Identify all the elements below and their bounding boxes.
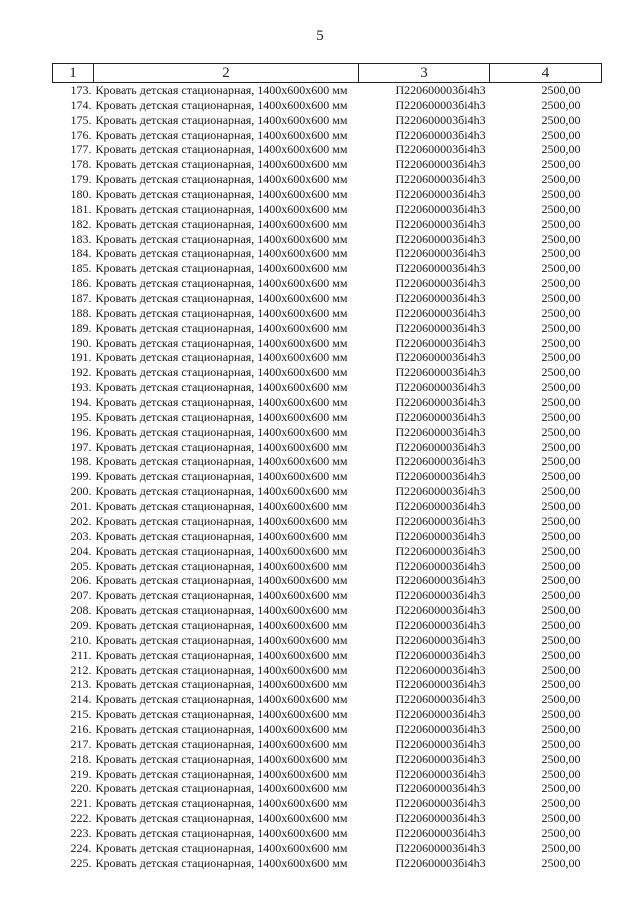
inventory-code: П220600003бi4h3 [395,335,486,350]
item-price: 2500,00 [541,707,581,722]
item-name: Кровать детская стационарная, 1400x600x600 мм [95,201,348,216]
inventory-code: П220600003бi4h3 [395,573,486,588]
item-name: Кровать детская стационарная, 1400x600x600 мм [95,305,348,320]
header-row [53,64,602,83]
row-number: 215. [70,707,92,722]
row-number: 185. [70,261,92,276]
row-number: 180. [70,187,92,202]
inventory-code: П220600003бi4h3 [395,617,486,632]
row-number: 183. [70,231,92,246]
table-row [53,83,602,98]
row-number: 212. [70,662,92,677]
table-row [53,128,602,143]
row-number: 205. [70,558,92,573]
inventory-code: П220600003бi4h3 [395,380,486,395]
table-row [53,454,602,469]
item-price: 2500,00 [541,439,581,454]
item-price: 2500,00 [541,840,581,855]
table-row [53,707,602,722]
inventory-code: П220600003бi4h3 [395,395,486,410]
inventory-code: П220600003бi4h3 [395,677,486,692]
table-row [53,202,602,217]
item-price: 2500,00 [541,305,581,320]
item-name: Кровать детская стационарная, 1400x600x600 мм [95,335,348,350]
item-price: 2500,00 [541,424,581,439]
inventory-code: П220600003бi4h3 [395,172,486,187]
row-number: 208. [70,603,92,618]
item-name: Кровать детская стационарная, 1400x600x600 мм [95,395,348,410]
inventory-code: П220600003бi4h3 [395,528,486,543]
table-row [53,529,602,544]
table-row [53,618,602,633]
item-price: 2500,00 [541,172,581,187]
inventory-code: П220600003бi4h3 [395,83,486,97]
row-number: 179. [70,172,92,187]
item-name: Кровать детская стационарная, 1400x600x600 мм [95,721,348,736]
row-number: 203. [70,528,92,543]
item-name: Кровать детская стационарная, 1400x600x600 мм [95,692,348,707]
item-price: 2500,00 [541,157,581,172]
inventory-code: П220600003бi4h3 [395,662,486,677]
inventory-code: П220600003бi4h3 [395,350,486,365]
table-body [53,83,602,871]
row-number: 181. [70,201,92,216]
inventory-code: П220600003бi4h3 [395,454,486,469]
column-header-3: 3 [359,64,490,83]
inventory-code: П220600003бi4h3 [395,157,486,172]
item-name: Кровать детская стационарная, 1400x600x600 мм [95,469,348,484]
item-price: 2500,00 [541,855,581,870]
table-row [53,559,602,574]
table-row [53,380,602,395]
row-number: 199. [70,469,92,484]
row-number: 182. [70,216,92,231]
table-row [53,98,602,113]
row-number: 196. [70,424,92,439]
item-price: 2500,00 [541,543,581,558]
table-row [53,781,602,796]
inventory-code: П220600003бi4h3 [395,513,486,528]
item-name: Кровать детская стационарная, 1400x600x600 мм [95,632,348,647]
item-name: Кровать детская стационарная, 1400x600x600 мм [95,112,348,127]
item-name: Кровать детская стационарная, 1400x600x600 мм [95,543,348,558]
table-row [53,648,602,663]
item-name: Кровать детская стационарная, 1400x600x600 мм [95,231,348,246]
row-number: 189. [70,320,92,335]
item-price: 2500,00 [541,825,581,840]
inventory-code: П220600003бi4h3 [395,796,486,811]
table-row [53,573,602,588]
row-number: 221. [70,796,92,811]
table-row [53,514,602,529]
item-name: Кровать детская стационарная, 1400x600x600 мм [95,261,348,276]
inventory-code: П220600003бi4h3 [395,766,486,781]
inventory-code: П220600003бi4h3 [395,825,486,840]
inventory-code: П220600003бi4h3 [395,142,486,157]
inventory-code: П220600003бi4h3 [395,721,486,736]
row-number: 191. [70,350,92,365]
table-row [53,113,602,128]
inventory-code: П220600003бi4h3 [395,499,486,514]
item-name: Кровать детская стационарная, 1400x600x600 мм [95,766,348,781]
item-price: 2500,00 [541,97,581,112]
item-price: 2500,00 [541,736,581,751]
item-name: Кровать детская стационарная, 1400x600x600 мм [95,528,348,543]
table-row [53,856,602,871]
inventory-code: П220600003бi4h3 [395,543,486,558]
table-row [53,365,602,380]
inventory-code: П220600003бi4h3 [395,112,486,127]
table-row [53,172,602,187]
item-name: Кровать детская стационарная, 1400x600x600 мм [95,617,348,632]
item-price: 2500,00 [541,751,581,766]
item-name: Кровать детская стационарная, 1400x600x600 мм [95,454,348,469]
item-price: 2500,00 [541,276,581,291]
table-row [53,811,602,826]
item-price: 2500,00 [541,83,581,97]
item-name: Кровать детская стационарная, 1400x600x600 мм [95,707,348,722]
item-name: Кровать детская стационарная, 1400x600x600 мм [95,97,348,112]
row-number: 201. [70,499,92,514]
inventory-code: П220600003бi4h3 [395,127,486,142]
column-header-2: 2 [94,64,359,83]
item-price: 2500,00 [541,395,581,410]
item-name: Кровать детская стационарная, 1400x600x600 мм [95,751,348,766]
row-number: 193. [70,380,92,395]
inventory-code: П220600003бi4h3 [395,320,486,335]
inventory-code: П220600003бi4h3 [395,439,486,454]
item-price: 2500,00 [541,380,581,395]
item-price: 2500,00 [541,499,581,514]
row-number: 222. [70,811,92,826]
item-price: 2500,00 [541,365,581,380]
row-number: 219. [70,766,92,781]
inventory-code: П220600003бi4h3 [395,707,486,722]
row-number: 187. [70,291,92,306]
table-row [53,336,602,351]
row-number: 194. [70,395,92,410]
inventory-code: П220600003бi4h3 [395,276,486,291]
inventory-code: П220600003бi4h3 [395,855,486,870]
row-number: 207. [70,588,92,603]
inventory-code: П220600003бi4h3 [395,97,486,112]
item-price: 2500,00 [541,781,581,796]
table-row [53,276,602,291]
table-row [53,395,602,410]
inventory-code: П220600003бi4h3 [395,469,486,484]
inventory-code: П220600003бi4h3 [395,365,486,380]
table-row [53,796,602,811]
table-row [53,232,602,247]
item-price: 2500,00 [541,632,581,647]
table-row [53,677,602,692]
row-number: 225. [70,855,92,870]
item-price: 2500,00 [541,201,581,216]
inventory-code: П220600003бi4h3 [395,409,486,424]
row-number: 198. [70,454,92,469]
row-number: 188. [70,305,92,320]
table-row [53,737,602,752]
item-price: 2500,00 [541,677,581,692]
item-name: Кровать детская стационарная, 1400x600x600 мм [95,246,348,261]
item-name: Кровать детская стационарная, 1400x600x600 мм [95,811,348,826]
item-price: 2500,00 [541,588,581,603]
item-price: 2500,00 [541,558,581,573]
item-price: 2500,00 [541,513,581,528]
row-number: 211. [70,647,92,662]
inventory-code: П220600003бi4h3 [395,424,486,439]
item-price: 2500,00 [541,261,581,276]
table-row [53,544,602,559]
item-name: Кровать детская стационарная, 1400x600x600 мм [95,409,348,424]
item-price: 2500,00 [541,528,581,543]
row-number: 213. [70,677,92,692]
item-name: Кровать детская стационарная, 1400x600x600 мм [95,424,348,439]
table-row [53,603,602,618]
item-name: Кровать детская стационарная, 1400x600x600 мм [95,647,348,662]
row-number: 174. [70,97,92,112]
item-price: 2500,00 [541,112,581,127]
inventory-code: П220600003бi4h3 [395,751,486,766]
item-name: Кровать детская стационарная, 1400x600x600 мм [95,216,348,231]
inventory-code: П220600003бi4h3 [395,558,486,573]
item-name: Кровать детская стационарная, 1400x600x600 мм [95,736,348,751]
table-row [53,410,602,425]
table-row [53,291,602,306]
item-price: 2500,00 [541,484,581,499]
item-name: Кровать детская стационарная, 1400x600x600 мм [95,276,348,291]
table-row [53,157,602,172]
table-row [53,425,602,440]
table-row [53,350,602,365]
item-price: 2500,00 [541,320,581,335]
row-number: 200. [70,484,92,499]
row-number: 175. [70,112,92,127]
item-name: Кровать детская стационарная, 1400x600x600 мм [95,484,348,499]
inventory-code: П220600003бi4h3 [395,632,486,647]
table-row [53,826,602,841]
inventory-code: П220600003бi4h3 [395,647,486,662]
item-name: Кровать детская стационарная, 1400x600x600 мм [95,320,348,335]
item-name: Кровать детская стационарная, 1400x600x600 мм [95,291,348,306]
table-row [53,187,602,202]
row-number: 184. [70,246,92,261]
row-number: 186. [70,276,92,291]
item-name: Кровать детская стационарная, 1400x600x600 мм [95,142,348,157]
inventory-code: П220600003бi4h3 [395,840,486,855]
row-number: 173. [70,83,92,97]
item-price: 2500,00 [541,216,581,231]
inventory-code: П220600003бi4h3 [395,588,486,603]
item-price: 2500,00 [541,409,581,424]
item-name: Кровать детская стационарная, 1400x600x600 мм [95,127,348,142]
table-row [53,767,602,782]
item-name: Кровать детская стационарная, 1400x600x600 мм [95,677,348,692]
table-row [53,440,602,455]
row-number: 177. [70,142,92,157]
inventory-code: П220600003бi4h3 [395,261,486,276]
inventory-code: П220600003бi4h3 [395,781,486,796]
table-row [53,142,602,157]
row-number: 195. [70,409,92,424]
item-name: Кровать детская стационарная, 1400x600x600 мм [95,825,348,840]
item-name: Кровать детская стационарная, 1400x600x600 мм [95,781,348,796]
column-header-4: 4 [490,64,602,83]
table-row [53,217,602,232]
item-price: 2500,00 [541,647,581,662]
row-number: 214. [70,692,92,707]
item-price: 2500,00 [541,142,581,157]
item-price: 2500,00 [541,692,581,707]
table-row [53,261,602,276]
row-number: 224. [70,840,92,855]
item-name: Кровать детская стационарная, 1400x600x600 мм [95,840,348,855]
inventory-code: П220600003бi4h3 [395,187,486,202]
item-name: Кровать детская стационарная, 1400x600x600 мм [95,558,348,573]
item-price: 2500,00 [541,603,581,618]
item-price: 2500,00 [541,662,581,677]
item-price: 2500,00 [541,231,581,246]
item-price: 2500,00 [541,573,581,588]
item-price: 2500,00 [541,617,581,632]
item-price: 2500,00 [541,127,581,142]
row-number: 197. [70,439,92,454]
table-row [53,246,602,261]
inventory-code: П220600003бi4h3 [395,736,486,751]
item-name: Кровать детская стационарная, 1400x600x600 мм [95,439,348,454]
row-number: 192. [70,365,92,380]
item-name: Кровать детская стационарная, 1400x600x600 мм [95,350,348,365]
inventory-code: П220600003бi4h3 [395,231,486,246]
item-name: Кровать детская стационарная, 1400x600x600 мм [95,157,348,172]
inventory-code: П220600003бi4h3 [395,291,486,306]
row-number: 204. [70,543,92,558]
item-name: Кровать детская стационарная, 1400x600x600 мм [95,662,348,677]
item-price: 2500,00 [541,796,581,811]
item-name: Кровать детская стационарная, 1400x600x600 мм [95,172,348,187]
inventory-code: П220600003бi4h3 [395,216,486,231]
column-header-1: 1 [53,64,94,83]
table-row [53,841,602,856]
table-row [53,321,602,336]
item-price: 2500,00 [541,721,581,736]
item-name: Кровать детская стационарная, 1400x600x600 мм [95,855,348,870]
item-name: Кровать детская стационарная, 1400x600x600 мм [95,796,348,811]
row-number: 178. [70,157,92,172]
row-number: 217. [70,736,92,751]
item-name: Кровать детская стационарная, 1400x600x600 мм [95,380,348,395]
page-number: 5 [316,28,324,44]
item-price: 2500,00 [541,454,581,469]
inventory-code: П220600003бi4h3 [395,246,486,261]
table-row [53,469,602,484]
item-price: 2500,00 [541,350,581,365]
item-name: Кровать детская стационарная, 1400x600x600 мм [95,573,348,588]
row-number: 218. [70,751,92,766]
item-name: Кровать детская стационарная, 1400x600x600 мм [95,83,348,97]
table-row [53,633,602,648]
table-row [53,722,602,737]
row-number: 190. [70,335,92,350]
table-row [53,306,602,321]
table-row [53,692,602,707]
row-number: 176. [70,127,92,142]
item-price: 2500,00 [541,811,581,826]
table-row [53,484,602,499]
item-price: 2500,00 [541,187,581,202]
item-name: Кровать детская стационарная, 1400x600x600 мм [95,187,348,202]
inventory-code: П220600003бi4h3 [395,603,486,618]
table-row [53,752,602,767]
inventory-code: П220600003бi4h3 [395,201,486,216]
row-number: 216. [70,721,92,736]
item-price: 2500,00 [541,469,581,484]
item-name: Кровать детская стационарная, 1400x600x600 мм [95,513,348,528]
row-number: 220. [70,781,92,796]
inventory-code: П220600003бi4h3 [395,692,486,707]
item-name: Кровать детская стационарная, 1400x600x600 мм [95,603,348,618]
inventory-code: П220600003бi4h3 [395,305,486,320]
item-price: 2500,00 [541,766,581,781]
table-row [53,499,602,514]
inventory-table [52,63,602,871]
table-row [53,663,602,678]
item-name: Кровать детская стационарная, 1400x600x600 мм [95,588,348,603]
table-header [53,64,602,83]
row-number: 202. [70,513,92,528]
item-name: Кровать детская стационарная, 1400x600x600 мм [95,365,348,380]
row-number: 210. [70,632,92,647]
row-number: 206. [70,573,92,588]
item-price: 2500,00 [541,291,581,306]
row-number: 209. [70,617,92,632]
table-row [53,588,602,603]
inventory-code: П220600003бi4h3 [395,484,486,499]
row-number: 223. [70,825,92,840]
item-name: Кровать детская стационарная, 1400x600x600 мм [95,499,348,514]
item-price: 2500,00 [541,335,581,350]
item-price: 2500,00 [541,246,581,261]
inventory-code: П220600003бi4h3 [395,811,486,826]
